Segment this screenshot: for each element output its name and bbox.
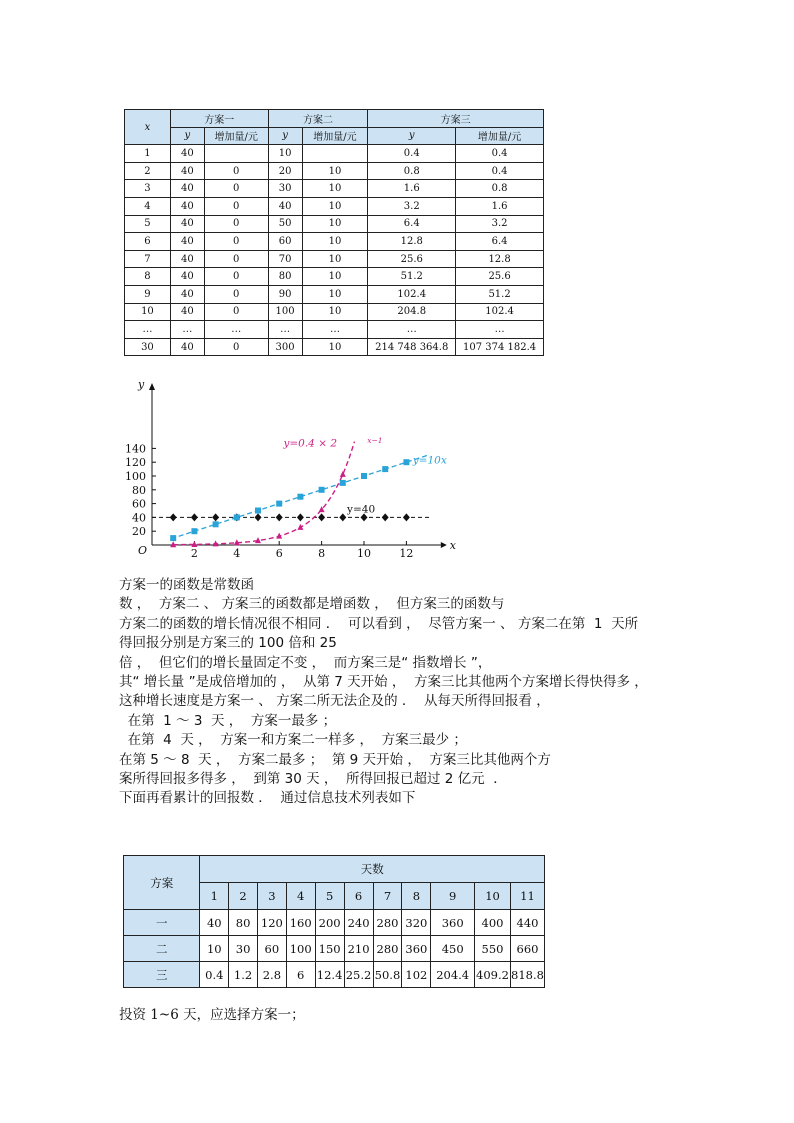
table-row (125, 162, 544, 180)
cumulative-value-cell: 80 (229, 910, 258, 936)
plan-one-y-cell: 40 (170, 162, 204, 180)
plan-two-increase-cell: 10 (302, 233, 368, 251)
plan-two-y-header: y (268, 127, 302, 145)
linear-point-square (340, 480, 346, 486)
plan-three-y-cell: … (368, 321, 456, 339)
cumulative-value-cell: 102 (402, 962, 431, 988)
cumulative-value-cell: 210 (344, 936, 373, 962)
plan-two-increase-cell: 10 (302, 285, 368, 303)
paragraph-line: 在第 5 ～ 8 天 ， 方案二最多 ； 第 9 天开始 ， 方案三比其他两个方 (119, 751, 551, 768)
plan-three-increase-cell: 0.4 (456, 162, 544, 180)
cumulative-value-cell: 120 (257, 910, 286, 936)
plan-two-y-cell: 80 (268, 268, 302, 286)
y-tick-label: 120 (125, 456, 146, 470)
chart-axes (137, 378, 457, 557)
const-point-diamond (191, 513, 198, 521)
linear-point-square (255, 508, 261, 514)
x-tick-label: 6 (275, 547, 283, 560)
plan-one-increase-cell (204, 145, 268, 163)
plan-one-increase-cell: 0 (204, 268, 268, 286)
plan-three-y-cell: 214 748 364.8 (368, 338, 456, 356)
cumulative-value-cell: 204.4 (431, 962, 475, 988)
cumulative-value-cell: 6 (286, 962, 315, 988)
table-row (125, 285, 544, 303)
cumulative-value-cell: 25.2 (344, 962, 373, 988)
plan-two-increase-cell: 10 (302, 303, 368, 321)
plan-one-increase-cell: 0 (204, 303, 268, 321)
growth-chart (118, 378, 457, 562)
plan-two-increase-cell: 10 (302, 215, 368, 233)
plan-two-y-cell: 300 (268, 338, 302, 356)
const-point-diamond (403, 513, 410, 521)
paragraph-line: 方案一的函数是常数函 (119, 577, 254, 593)
table-row (125, 338, 544, 356)
plan-two-increase-cell: 10 (302, 268, 368, 286)
plan-one-y-cell: 40 (170, 285, 204, 303)
plan-one-y-cell: 40 (170, 338, 204, 356)
x-cell: 3 (125, 180, 171, 198)
x-cell: 6 (125, 233, 171, 251)
plan-three-y-cell: 51.2 (368, 268, 456, 286)
plan-one-y-cell: 40 (170, 197, 204, 215)
linear-point-square (361, 473, 367, 479)
table-row (125, 250, 544, 268)
cumulative-value-cell: 150 (315, 936, 344, 962)
plan-three-increase-cell: 12.8 (456, 250, 544, 268)
plan-three-increase-cell: 6.4 (456, 233, 544, 251)
plan-two-increase-cell: 10 (302, 197, 368, 215)
table-row (125, 303, 544, 321)
const-point-diamond (297, 513, 304, 521)
cumulative-value-cell: 280 (373, 910, 402, 936)
exponential-series-exponent: x−1 (367, 435, 383, 445)
paragraph-line: 倍 ， 但它们的增长量固定不变 ， 而方案三是“ 指数增长 ”， (119, 654, 492, 671)
table-row (125, 145, 544, 163)
cumulative-value-cell: 409.2 (475, 962, 511, 988)
paragraph-line: 在第 4 天 ， 方案一和方案二一样多 ， 方案三最少 ； (119, 732, 467, 749)
cumulative-value-cell: 0.4 (200, 962, 229, 988)
plan-three-y-cell: 0.8 (368, 162, 456, 180)
plan-one-header: 方案一 (170, 110, 268, 128)
y-tick-label: 140 (125, 442, 146, 456)
x-cell: 1 (125, 145, 171, 163)
linear-point-square (276, 501, 282, 507)
plan-one-increase-cell: 0 (204, 285, 268, 303)
paragraph-line: 方案二的函数的增长情况很不相同 ． 可以看到 ， 尽管方案一 、 方案二在第 1 天所 (119, 615, 639, 632)
table-row (125, 268, 544, 286)
paragraph-line: 这种增长速度是方案一 、 方案二所无法企及的 ． 从每天所得回报看 ， (119, 693, 550, 710)
exponential-point-triangle (340, 471, 346, 477)
plan-one-increase-cell: 0 (204, 233, 268, 251)
plan-one-y-cell: 40 (170, 250, 204, 268)
plan-three-y-cell: 3.2 (368, 197, 456, 215)
plan-two-increase-cell: 10 (302, 162, 368, 180)
table-row (124, 936, 545, 962)
plan-three-y-cell: 102.4 (368, 285, 456, 303)
plan-one-increase-cell: 0 (204, 197, 268, 215)
y-axis-label: y (138, 378, 145, 391)
linear-point-square (213, 521, 219, 527)
x-cell: 7 (125, 250, 171, 268)
plan-three-increase-cell: 3.2 (456, 215, 544, 233)
plan-one-y-cell: 40 (170, 215, 204, 233)
plan-three-y-cell: 6.4 (368, 215, 456, 233)
x-tick-label: 12 (399, 547, 414, 560)
paragraph-line: 数 ， 方案二 、 方案三的函数都是增函数 ， 但方案三的函数与 (119, 596, 505, 613)
plan-two-y-cell: 40 (268, 197, 302, 215)
cumulative-value-cell: 440 (510, 910, 544, 936)
plan-three-y-header: y (368, 127, 456, 145)
plan-two-y-cell: 30 (268, 180, 302, 198)
plan-one-increase-cell: 0 (204, 250, 268, 268)
plan-two-increase-cell: 10 (302, 338, 368, 356)
plan-two-y-cell: 50 (268, 215, 302, 233)
plan-three-increase-cell: 51.2 (456, 285, 544, 303)
plan-one-increase-cell: … (204, 321, 268, 339)
cumulative-return-table (123, 855, 545, 988)
origin-label: O (138, 544, 148, 557)
table-row (125, 215, 544, 233)
x-cell: 30 (125, 338, 171, 356)
x-axis-label: x (449, 539, 457, 552)
day-header: 11 (510, 883, 544, 910)
cumulative-value-cell: 320 (402, 910, 431, 936)
day-header: 1 (200, 883, 229, 910)
day-header: 7 (373, 883, 402, 910)
cumulative-value-cell: 60 (257, 936, 286, 962)
cumulative-value-cell: 100 (286, 936, 315, 962)
cumulative-value-cell: 160 (286, 910, 315, 936)
x-cell: … (125, 321, 171, 339)
cumulative-value-cell: 10 (200, 936, 229, 962)
paragraph-line: 在第 1 ～ 3 天 ， 方案一最多 ； (119, 712, 337, 729)
plan-two-increase-cell: 10 (302, 180, 368, 198)
y-tick-label: 40 (132, 511, 146, 525)
table-row (125, 197, 544, 215)
cumulative-value-cell: 360 (431, 910, 475, 936)
chart-ticks (125, 442, 413, 560)
x-cell: 5 (125, 215, 171, 233)
x-tick-label: 8 (318, 547, 326, 560)
const-point-diamond (212, 513, 219, 521)
const-point-diamond (382, 513, 389, 521)
paragraph-line: 得回报分别是方案三的 100 倍和 25 (119, 635, 337, 652)
plan-three-increase-cell: … (456, 321, 544, 339)
cumulative-value-cell: 550 (475, 936, 511, 962)
cumulative-value-cell: 660 (510, 936, 544, 962)
table-row (125, 180, 544, 198)
plan-three-increase-cell: 0.4 (456, 145, 544, 163)
days-header: 天数 (200, 856, 545, 883)
series-line-exponential (173, 442, 354, 545)
plan-two-y-cell: 100 (268, 303, 302, 321)
plan-three-y-cell: 1.6 (368, 180, 456, 198)
day-header: 8 (402, 883, 431, 910)
plan-three-y-cell: 12.8 (368, 233, 456, 251)
linear-point-square (297, 494, 303, 500)
plan-three-y-cell: 25.6 (368, 250, 456, 268)
plan-three-increase-cell: 0.8 (456, 180, 544, 198)
plan-one-increase-header: 增加量/元 (204, 127, 268, 145)
x-tick-label: 4 (233, 547, 241, 560)
linear-point-square (403, 459, 409, 465)
paragraph-line: 其“ 增长量 ”是成倍增加的 ， 从第 7 天开始 ， 方案三比其他两个方案增长得快得多 ， (119, 674, 648, 691)
plan-one-increase-cell: 0 (204, 338, 268, 356)
plan-one-increase-cell: 0 (204, 162, 268, 180)
plan-two-increase-cell (302, 145, 368, 163)
exponential-series-label: y=0.4 × 2 (283, 437, 338, 450)
cumulative-value-cell: 200 (315, 910, 344, 936)
table-row (124, 962, 545, 988)
cumulative-value-cell: 240 (344, 910, 373, 936)
plan-two-y-cell: 10 (268, 145, 302, 163)
plan-one-y-cell: 40 (170, 268, 204, 286)
table-row (125, 233, 544, 251)
table-row (125, 321, 544, 339)
y-tick-label: 100 (125, 470, 146, 483)
plan-two-y-cell: … (268, 321, 302, 339)
y-tick-label: 60 (132, 497, 146, 511)
paragraph-line: 下面再看累计的回报数 ． 通过信息技术列表如下 (119, 790, 416, 807)
x-cell: 10 (125, 303, 171, 321)
plan-two-y-cell: 20 (268, 162, 302, 180)
plan-two-y-cell: 70 (268, 250, 302, 268)
x-cell: 8 (125, 268, 171, 286)
const-point-diamond (276, 513, 283, 521)
plan-label: 三 (124, 962, 200, 988)
conclusion-text: 投资 1~6 天，应选择方案一； (119, 1007, 305, 1023)
cumulative-value-cell: 1.2 (229, 962, 258, 988)
cumulative-value-cell: 30 (229, 936, 258, 962)
plan-one-y-cell: 40 (170, 145, 204, 163)
x-cell: 9 (125, 285, 171, 303)
plan-column-header: 方案 (124, 856, 200, 910)
day-header: 10 (475, 883, 511, 910)
plan-one-y-cell: 40 (170, 180, 204, 198)
plan-two-header: 方案二 (268, 110, 368, 128)
x-tick-label: 10 (357, 547, 371, 560)
plan-one-increase-cell: 0 (204, 180, 268, 198)
plan-three-y-cell: 204.8 (368, 303, 456, 321)
linear-series-label: y=10x (412, 454, 447, 467)
cumulative-value-cell: 400 (475, 910, 511, 936)
cumulative-value-cell: 360 (402, 936, 431, 962)
plan-one-y-cell: 40 (170, 233, 204, 251)
y-tick-label: 20 (132, 525, 146, 539)
cumulative-value-cell: 818.8 (510, 962, 544, 988)
day-header: 4 (286, 883, 315, 910)
plan-three-increase-header: 增加量/元 (456, 127, 544, 145)
plan-one-increase-cell: 0 (204, 215, 268, 233)
x-cell: 4 (125, 197, 171, 215)
paragraph-line: 案所得回报多得多 ， 到第 30 天 ， 所得回报已超过 2 亿元 ． (119, 771, 507, 788)
linear-point-square (382, 466, 388, 472)
plan-two-increase-cell: … (302, 321, 368, 339)
cumulative-value-cell: 280 (373, 936, 402, 962)
const-point-diamond (170, 513, 177, 521)
y-axis-arrow (149, 383, 155, 390)
table-row (124, 910, 545, 936)
plan-three-increase-cell: 1.6 (456, 197, 544, 215)
cumulative-value-cell: 2.8 (257, 962, 286, 988)
cumulative-return-table-body (124, 910, 545, 988)
plan-two-y-cell: 60 (268, 233, 302, 251)
plan-one-y-cell: … (170, 321, 204, 339)
plan-label: 一 (124, 910, 200, 936)
x-header: x (125, 110, 171, 145)
const-point-diamond (255, 513, 262, 521)
linear-point-square (191, 528, 197, 534)
day-header: 6 (344, 883, 373, 910)
const-series-label: y=40 (347, 503, 376, 516)
plan-two-increase-cell: 10 (302, 250, 368, 268)
plan-one-y-header: y (170, 127, 204, 145)
day-header: 2 (229, 883, 258, 910)
x-axis-arrow (441, 542, 447, 548)
plan-two-increase-header: 增加量/元 (302, 127, 368, 145)
const-point-diamond (339, 513, 346, 521)
day-header: 5 (315, 883, 344, 910)
exponential-point-triangle (255, 537, 261, 543)
const-point-diamond (318, 513, 325, 521)
linear-point-square (319, 487, 325, 493)
daily-return-table (124, 109, 544, 356)
plan-three-increase-cell: 102.4 (456, 303, 544, 321)
plan-three-increase-cell: 25.6 (456, 268, 544, 286)
plan-two-y-cell: 90 (268, 285, 302, 303)
analysis-paragraph (119, 576, 719, 809)
cumulative-value-cell: 40 (200, 910, 229, 936)
linear-point-square (234, 514, 240, 520)
x-cell: 2 (125, 162, 171, 180)
plan-three-header: 方案三 (368, 110, 544, 128)
daily-return-table-body (125, 145, 544, 356)
plan-one-y-cell: 40 (170, 303, 204, 321)
y-tick-label: 80 (132, 483, 146, 497)
day-header: 3 (257, 883, 286, 910)
plan-label: 二 (124, 936, 200, 962)
cumulative-value-cell: 50.8 (373, 962, 402, 988)
plan-three-increase-cell: 107 374 182.4 (456, 338, 544, 356)
plan-three-y-cell: 0.4 (368, 145, 456, 163)
cumulative-value-cell: 450 (431, 936, 475, 962)
day-header: 9 (431, 883, 475, 910)
x-tick-label: 2 (190, 547, 198, 560)
cumulative-value-cell: 12.4 (315, 962, 344, 988)
linear-point-square (170, 535, 176, 541)
